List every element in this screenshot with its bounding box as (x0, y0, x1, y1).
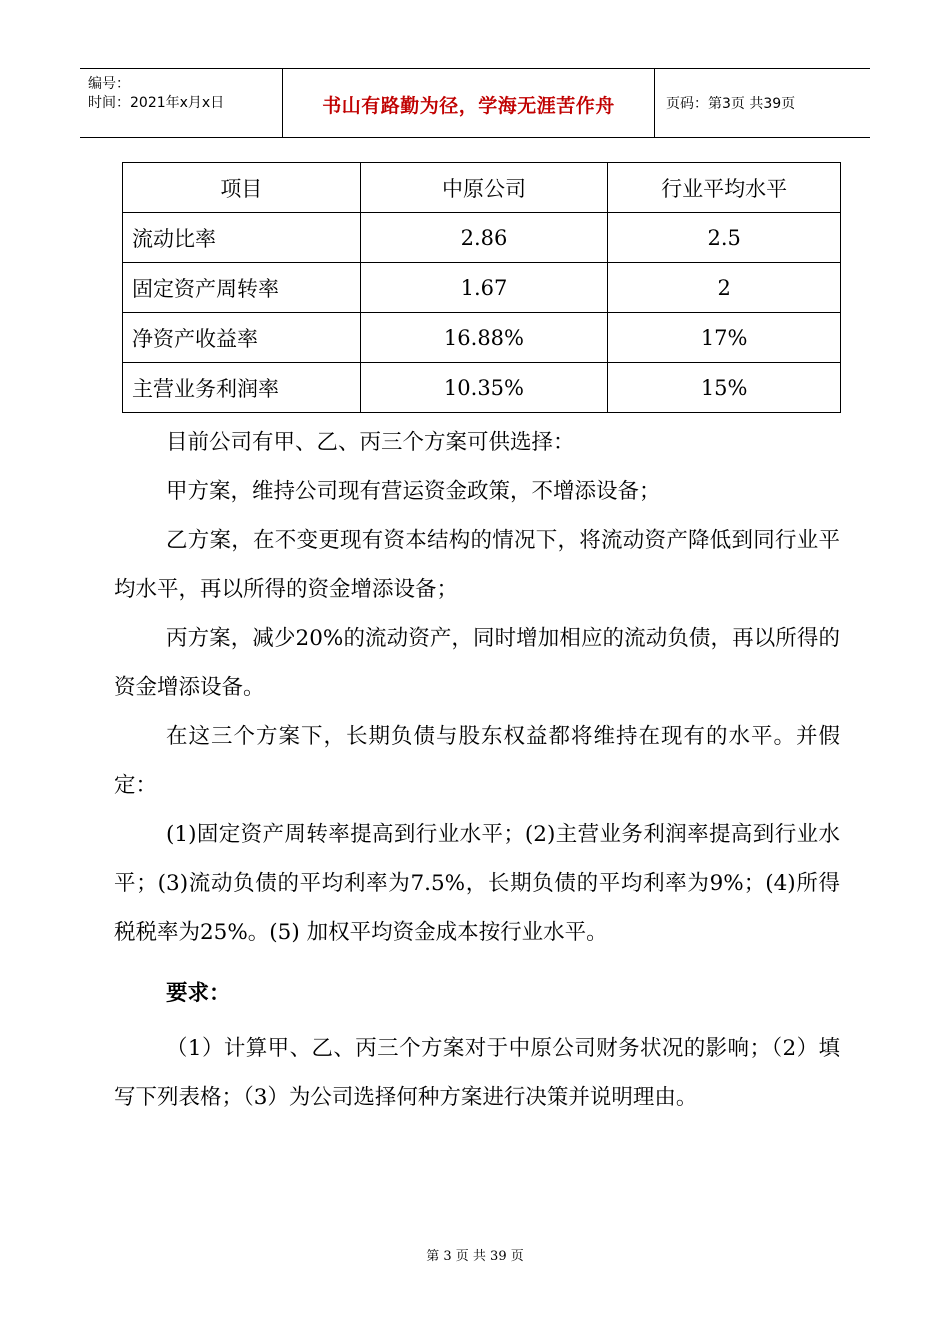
header-divider (654, 69, 655, 137)
row-industry-value: 2 (608, 263, 841, 313)
doc-date-label: 时间：2021年x月x日 (88, 95, 225, 111)
row-industry-value: 17% (608, 313, 841, 363)
row-company-value: 10.35% (360, 363, 608, 413)
table-row (123, 363, 841, 413)
row-company-value: 2.86 (360, 213, 608, 263)
table-row (123, 213, 841, 263)
row-item: 净资产收益率 (123, 313, 361, 363)
row-company-value: 1.67 (360, 263, 608, 313)
header-motto: 书山有路勤为径，学海无涯苦作舟 (322, 95, 615, 117)
column-header-industry: 行业平均水平 (608, 163, 841, 213)
financial-comparison-table (122, 162, 841, 413)
row-industry-value: 15% (608, 363, 841, 413)
row-item: 流动比率 (123, 213, 361, 263)
table-row (123, 263, 841, 313)
paragraph-plan-a: 甲方案，维持公司现有营运资金政策，不增添设备； (166, 479, 661, 504)
requirements-heading: 要求： (166, 981, 231, 1006)
row-company-value: 16.88% (360, 313, 608, 363)
table-header-row (123, 163, 841, 213)
row-industry-value: 2.5 (608, 213, 841, 263)
doc-number-label: 编号： (88, 76, 130, 92)
paragraph-assumptions: (1)固定资产周转率提高到行业水平；(2)主营业务利润率提高到行业水平；(3)流动负债的平均利率为7.5%，长期负债的平均利率为9%；(4)所得税税率为25%。(5) 加权平均资金成本按行业水平。 (114, 822, 840, 945)
header-meta (88, 75, 224, 113)
paragraph-options-intro: 目前公司有甲、乙、丙三个方案可供选择： (166, 430, 575, 455)
paragraph-plan-c: 丙方案，减少20%的流动资产，同时增加相应的流动负债，再以所得的资金增添设备。 (114, 626, 840, 700)
table-row (123, 313, 841, 363)
column-header-company: 中原公司 (360, 163, 608, 213)
page-footer: 第 3 页 共 39 页 (426, 1249, 524, 1264)
column-header-item: 项目 (123, 163, 361, 213)
body-text (114, 418, 840, 1122)
row-item: 主营业务利润率 (123, 363, 361, 413)
row-item: 固定资产周转率 (123, 263, 361, 313)
paragraph-requirements: （1）计算甲、乙、丙三个方案对于中原公司财务状况的影响；（2）填写下列表格；（3）为公司选择何种方案进行决策并说明理由。 (114, 1036, 840, 1110)
page-header (80, 68, 870, 138)
header-page-number: 页码：第3页 共39页 (666, 96, 796, 112)
paragraph-plan-b: 乙方案，在不变更现有资本结构的情况下，将流动资产降低到同行业平均水平，再以所得的资金增添设备； (114, 528, 840, 602)
paragraph-assumptions-intro: 在这三个方案下，长期负债与股东权益都将维持在现有的水平。并假定： (114, 724, 840, 798)
